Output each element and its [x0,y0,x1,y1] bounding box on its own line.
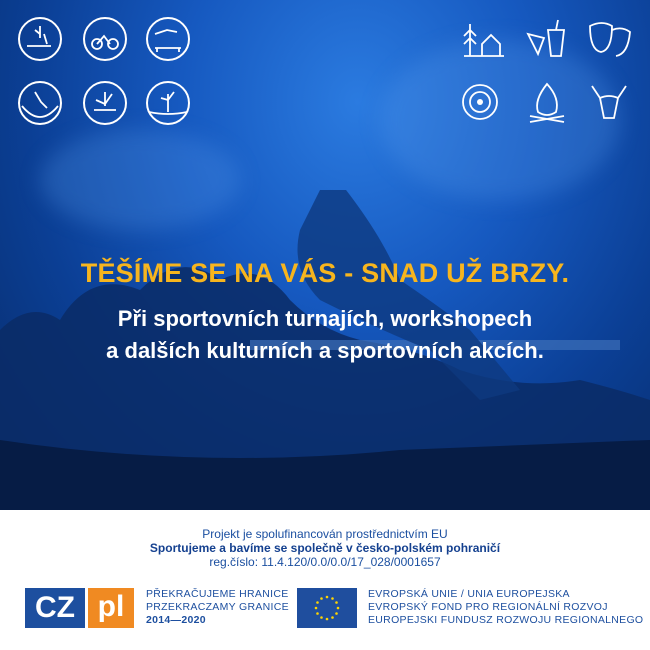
trampoline-icon [145,16,191,62]
czpl-line: PRZEKRACZAMY GRANICE [146,601,289,613]
registration-number: reg.číslo: 11.4.120/0.0/0.0/17_028/0001657 [209,555,441,569]
camping-icon [460,16,506,62]
project-name: Sportujeme a bavíme se společně v česko-polském pohraničí [149,541,501,555]
headline: TĚŠÍME SE NA VÁS - SNAD UŽ BRZY. [80,258,570,288]
logo-pl: pl [88,588,134,628]
slackline-icon [145,80,191,126]
subline-1: Při sportovních turnajích, workshopech [117,306,533,331]
food-drink-icon [524,16,570,62]
parkour-icon [82,80,128,126]
theatre-masks-icon [586,16,632,62]
cycling-icon [82,16,128,62]
eu-flag [297,588,357,628]
deer-icon [586,80,632,126]
czpl-logo [25,588,134,628]
paddleboard-icon [17,16,63,62]
dj-icon [460,80,506,126]
subheadline [0,303,650,367]
eu-text [368,588,643,627]
eu-line: EUROPEJSKI FUNDUSZ ROZWOJU REGIONALNEGO [368,614,644,626]
campfire-icon [524,80,570,126]
subline-2: a dalších kulturních a sportovních akcích. [106,338,544,363]
czpl-text [146,588,289,627]
logo-cz: CZ [25,588,85,628]
czpl-years: 2014—2020 [146,614,206,626]
funding-line: Projekt je spolufinancován prostřednictvím EU [202,527,448,541]
funding-text [0,527,650,569]
skateboard-icon [17,80,63,126]
czpl-line: PŘEKRAČUJEME HRANICE [146,588,289,600]
footer [0,510,650,650]
eu-line: EVROPSKÁ UNIE / UNIA EUROPEJSKA [368,588,570,600]
eu-line: EVROPSKÝ FOND PRO REGIONÁLNÍ ROZVOJ [368,601,608,613]
